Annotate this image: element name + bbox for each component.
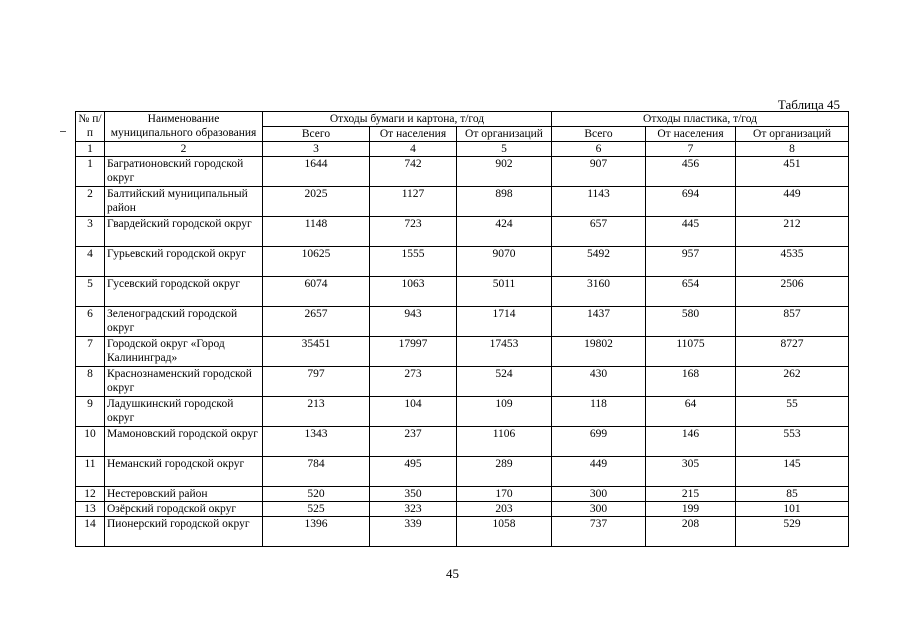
plastic-organizations-cell: 55 bbox=[736, 397, 849, 427]
paper-organizations-cell: 524 bbox=[457, 367, 552, 397]
paper-population-cell: 17997 bbox=[370, 337, 457, 367]
table-row bbox=[76, 247, 849, 277]
plastic-population-cell: 208 bbox=[646, 517, 736, 547]
plastic-total-cell: 300 bbox=[552, 502, 646, 517]
column-index: 5 bbox=[457, 142, 552, 157]
municipality-name: Озёрский городской округ bbox=[105, 502, 263, 517]
paper-total-cell: 797 bbox=[263, 367, 370, 397]
paper-population-cell: 1127 bbox=[370, 187, 457, 217]
paper-total-cell: 6074 bbox=[263, 277, 370, 307]
table-row bbox=[76, 502, 849, 517]
row-number: 14 bbox=[76, 517, 105, 547]
paper-total-cell: 10625 bbox=[263, 247, 370, 277]
column-index: 4 bbox=[370, 142, 457, 157]
paper-population-cell: 1063 bbox=[370, 277, 457, 307]
header-paper-organizations: От организаций bbox=[457, 127, 552, 142]
plastic-population-cell: 445 bbox=[646, 217, 736, 247]
municipality-name: Багратионовский городской округ bbox=[105, 157, 263, 187]
plastic-population-cell: 215 bbox=[646, 487, 736, 502]
table-row bbox=[76, 337, 849, 367]
header-paper-group: Отходы бумаги и картона, т/год bbox=[263, 112, 552, 127]
municipality-name: Ладушкинский городской округ bbox=[105, 397, 263, 427]
paper-population-cell: 943 bbox=[370, 307, 457, 337]
paper-total-cell: 784 bbox=[263, 457, 370, 487]
plastic-population-cell: 580 bbox=[646, 307, 736, 337]
plastic-population-cell: 168 bbox=[646, 367, 736, 397]
table-row bbox=[76, 157, 849, 187]
table-row bbox=[76, 307, 849, 337]
header-paper-population: От населения bbox=[370, 127, 457, 142]
paper-total-cell: 1148 bbox=[263, 217, 370, 247]
municipality-name: Гвардейский городской округ bbox=[105, 217, 263, 247]
municipality-name: Нестеровский район bbox=[105, 487, 263, 502]
paper-organizations-cell: 289 bbox=[457, 457, 552, 487]
paper-organizations-cell: 902 bbox=[457, 157, 552, 187]
paper-organizations-cell: 170 bbox=[457, 487, 552, 502]
paper-organizations-cell: 1058 bbox=[457, 517, 552, 547]
paper-organizations-cell: 1106 bbox=[457, 427, 552, 457]
column-index: 1 bbox=[76, 142, 105, 157]
table-row bbox=[76, 517, 849, 547]
paper-organizations-cell: 109 bbox=[457, 397, 552, 427]
paper-total-cell: 35451 bbox=[263, 337, 370, 367]
table-row bbox=[76, 457, 849, 487]
plastic-population-cell: 11075 bbox=[646, 337, 736, 367]
paper-population-cell: 339 bbox=[370, 517, 457, 547]
plastic-population-cell: 694 bbox=[646, 187, 736, 217]
table-row bbox=[76, 277, 849, 307]
plastic-total-cell: 19802 bbox=[552, 337, 646, 367]
plastic-organizations-cell: 262 bbox=[736, 367, 849, 397]
plastic-organizations-cell: 101 bbox=[736, 502, 849, 517]
header-plastic-total: Всего bbox=[552, 127, 646, 142]
plastic-total-cell: 3160 bbox=[552, 277, 646, 307]
column-index-row bbox=[76, 142, 849, 157]
margin-mark bbox=[60, 131, 66, 132]
plastic-total-cell: 699 bbox=[552, 427, 646, 457]
header-name: Наименование муниципального образования bbox=[105, 112, 263, 142]
plastic-organizations-cell: 8727 bbox=[736, 337, 849, 367]
paper-total-cell: 1644 bbox=[263, 157, 370, 187]
plastic-total-cell: 737 bbox=[552, 517, 646, 547]
plastic-organizations-cell: 451 bbox=[736, 157, 849, 187]
municipality-name: Неманский городской округ bbox=[105, 457, 263, 487]
paper-organizations-cell: 9070 bbox=[457, 247, 552, 277]
plastic-organizations-cell: 85 bbox=[736, 487, 849, 502]
waste-table bbox=[75, 111, 849, 547]
table-row bbox=[76, 367, 849, 397]
plastic-population-cell: 957 bbox=[646, 247, 736, 277]
page-number: 45 bbox=[446, 566, 459, 581]
row-number: 10 bbox=[76, 427, 105, 457]
table-row bbox=[76, 397, 849, 427]
header-paper-total: Всего bbox=[263, 127, 370, 142]
plastic-total-cell: 1143 bbox=[552, 187, 646, 217]
plastic-total-cell: 1437 bbox=[552, 307, 646, 337]
table-row bbox=[76, 427, 849, 457]
plastic-organizations-cell: 212 bbox=[736, 217, 849, 247]
table-row bbox=[76, 217, 849, 247]
header-plastic-population: От населения bbox=[646, 127, 736, 142]
paper-organizations-cell: 203 bbox=[457, 502, 552, 517]
plastic-organizations-cell: 529 bbox=[736, 517, 849, 547]
plastic-population-cell: 199 bbox=[646, 502, 736, 517]
column-index: 2 bbox=[105, 142, 263, 157]
plastic-total-cell: 907 bbox=[552, 157, 646, 187]
plastic-total-cell: 449 bbox=[552, 457, 646, 487]
paper-population-cell: 350 bbox=[370, 487, 457, 502]
row-number: 12 bbox=[76, 487, 105, 502]
row-number: 1 bbox=[76, 157, 105, 187]
plastic-organizations-cell: 857 bbox=[736, 307, 849, 337]
municipality-name: Гусевский городской округ bbox=[105, 277, 263, 307]
table-body bbox=[76, 157, 849, 547]
row-number: 13 bbox=[76, 502, 105, 517]
paper-organizations-cell: 1714 bbox=[457, 307, 552, 337]
plastic-total-cell: 5492 bbox=[552, 247, 646, 277]
paper-organizations-cell: 424 bbox=[457, 217, 552, 247]
paper-organizations-cell: 5011 bbox=[457, 277, 552, 307]
paper-population-cell: 237 bbox=[370, 427, 457, 457]
column-index: 8 bbox=[736, 142, 849, 157]
plastic-population-cell: 64 bbox=[646, 397, 736, 427]
plastic-population-cell: 654 bbox=[646, 277, 736, 307]
plastic-organizations-cell: 2506 bbox=[736, 277, 849, 307]
row-number: 8 bbox=[76, 367, 105, 397]
plastic-population-cell: 305 bbox=[646, 457, 736, 487]
paper-total-cell: 2657 bbox=[263, 307, 370, 337]
row-number: 11 bbox=[76, 457, 105, 487]
plastic-total-cell: 300 bbox=[552, 487, 646, 502]
paper-total-cell: 2025 bbox=[263, 187, 370, 217]
table-row bbox=[76, 487, 849, 502]
plastic-total-cell: 118 bbox=[552, 397, 646, 427]
row-number: 5 bbox=[76, 277, 105, 307]
municipality-name: Мамоновский городской округ bbox=[105, 427, 263, 457]
plastic-population-cell: 146 bbox=[646, 427, 736, 457]
table-caption: Таблица 45 bbox=[777, 97, 840, 112]
plastic-total-cell: 657 bbox=[552, 217, 646, 247]
column-index: 3 bbox=[263, 142, 370, 157]
paper-population-cell: 742 bbox=[370, 157, 457, 187]
row-number: 7 bbox=[76, 337, 105, 367]
header-plastic-organizations: От организаций bbox=[736, 127, 849, 142]
paper-total-cell: 213 bbox=[263, 397, 370, 427]
paper-population-cell: 495 bbox=[370, 457, 457, 487]
table-row bbox=[76, 187, 849, 217]
municipality-name: Балтийский муниципальный район bbox=[105, 187, 263, 217]
municipality-name: Городской округ «Город Калининград» bbox=[105, 337, 263, 367]
paper-total-cell: 520 bbox=[263, 487, 370, 502]
municipality-name: Гурьевский городской округ bbox=[105, 247, 263, 277]
header-plastic-group: Отходы пластика, т/год bbox=[552, 112, 849, 127]
paper-total-cell: 525 bbox=[263, 502, 370, 517]
paper-population-cell: 1555 bbox=[370, 247, 457, 277]
paper-total-cell: 1343 bbox=[263, 427, 370, 457]
municipality-name: Зеленоградский городской округ bbox=[105, 307, 263, 337]
header-num: № п/п bbox=[76, 112, 105, 142]
row-number: 9 bbox=[76, 397, 105, 427]
plastic-population-cell: 456 bbox=[646, 157, 736, 187]
row-number: 4 bbox=[76, 247, 105, 277]
paper-total-cell: 1396 bbox=[263, 517, 370, 547]
row-number: 2 bbox=[76, 187, 105, 217]
paper-population-cell: 273 bbox=[370, 367, 457, 397]
municipality-name: Краснознаменский городской округ bbox=[105, 367, 263, 397]
plastic-organizations-cell: 449 bbox=[736, 187, 849, 217]
paper-organizations-cell: 898 bbox=[457, 187, 552, 217]
paper-population-cell: 723 bbox=[370, 217, 457, 247]
plastic-organizations-cell: 4535 bbox=[736, 247, 849, 277]
paper-population-cell: 323 bbox=[370, 502, 457, 517]
plastic-organizations-cell: 553 bbox=[736, 427, 849, 457]
plastic-total-cell: 430 bbox=[552, 367, 646, 397]
municipality-name: Пионерский городской округ bbox=[105, 517, 263, 547]
column-index: 7 bbox=[646, 142, 736, 157]
paper-population-cell: 104 bbox=[370, 397, 457, 427]
paper-organizations-cell: 17453 bbox=[457, 337, 552, 367]
column-index: 6 bbox=[552, 142, 646, 157]
plastic-organizations-cell: 145 bbox=[736, 457, 849, 487]
row-number: 6 bbox=[76, 307, 105, 337]
row-number: 3 bbox=[76, 217, 105, 247]
